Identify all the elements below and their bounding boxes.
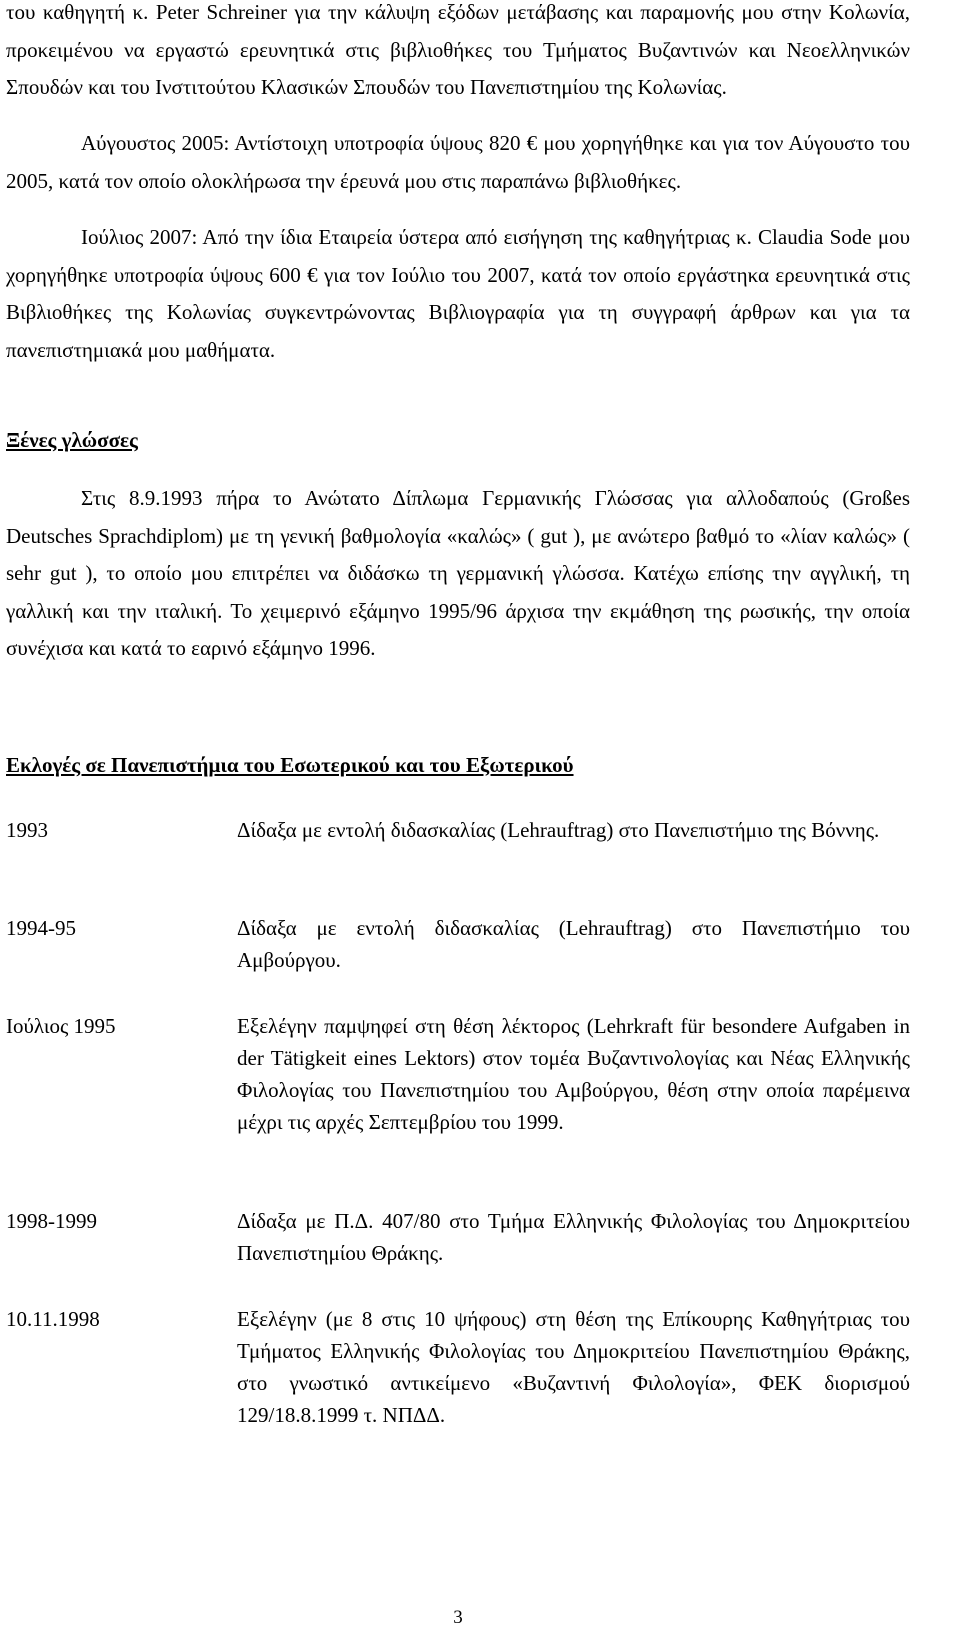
election-entry-1993: [6, 814, 910, 846]
entry-date: 1994-95: [6, 916, 76, 940]
election-entry-10-11-1998: [6, 1303, 910, 1431]
page-number: 3: [453, 1607, 463, 1628]
elections-heading: Εκλογές σε Πανεπιστήμια του Εσωτερικού και του Εξωτερικού: [6, 753, 574, 777]
entry-date: 1998-1999: [6, 1209, 97, 1233]
entry-date: 1993: [6, 818, 48, 842]
entry-description: Δίδαξα με εντολή διδασκαλίας (Lehrauftrag) στο Πανεπιστήμιο της Βόννης.: [237, 818, 880, 842]
entry-description: Εξελέγην (με 8 στις 10 ψήφους) στη θέση της Επίκουρης Καθηγήτριας του Τμήματος Ελληνικής Φιλολογίας του Δημοκριτείου Πανεπιστημίου Θράκης, στο γνωστικό αντικείμενο «Βυζαντινή Φιλολογία», ΦΕΚ διορισμού 129/18.8.1999 τ. ΝΠΔΔ.: [237, 1307, 910, 1427]
entry-description: Δίδαξα με Π.Δ. 407/80 στο Τμήμα Ελληνικής Φιλολογίας του Δημοκριτείου Πανεπιστημίου Θράκης.: [237, 1209, 910, 1265]
scholarship-paragraph-august-2005: Αύγουστος 2005: Αντίστοιχη υποτροφία ύψους 820 € μου χορηγήθηκε και για τον Αύγουστο του 2005, κατά τον οποίο ολοκλήρωσα την έρευνά μου στις παραπάνω βιβλιοθήκες.: [6, 131, 910, 193]
entry-date: Ιούλιος 1995: [6, 1014, 116, 1038]
entry-description: Εξελέγην παμψηφεί στη θέση λέκτορος (Lehrkraft für besondere Aufgaben in der Tätigkeit eines Lektors) στον τομέα Βυζαντινολογίας και Νέας Ελληνικής Φιλολογίας του Πανεπιστημίου του Αμβούργου, θέση στην οποία παρέμεινα μέχρι τις αρχές Σεπτεμβρίου του 1999.: [237, 1014, 910, 1134]
scholarship-paragraph-continued: του καθηγητή κ. Peter Schreiner για την κάλυψη εξόδων μετάβασης και παραμονής μου στην Κολωνία, προκειμένου να εργαστώ ερευνητικά στις βιβλιοθήκες του Τμήματος Βυζαντινών και Νεοελληνικών Σπουδών και του Ινστιτούτου Κλασικών Σπουδών του Πανεπιστημίου της Κολωνίας.: [6, 0, 910, 99]
election-entry-1998-1999: [6, 1205, 910, 1269]
languages-heading: Ξένες γλώσσες: [6, 428, 138, 452]
scholarship-paragraph-july-2007: Ιούλιος 2007: Από την ίδια Εταιρεία ύστερα από εισήγηση της καθηγήτριας κ. Claudia Sode μου χορηγήθηκε υποτροφία ύψους 600 € για τον Ιούλιο του 2007, κατά τον οποίο εργάστηκα ερευνητικά στις Βιβλιοθήκες της Κολωνίας συγκεντρώνοντας Βιβλιογραφία για τη συγγραφή άρθρων και για τα πανεπιστημιακά μου μαθήματα.: [6, 225, 910, 362]
election-entry-1994-95: [6, 912, 910, 976]
election-entry-july-1995: [6, 1010, 910, 1138]
entry-date: 10.11.1998: [6, 1307, 100, 1331]
languages-paragraph: Στις 8.9.1993 πήρα το Ανώτατο Δίπλωμα Γερμανικής Γλώσσας για αλλοδαπούς (Großes Deutsches Sprachdiplom) με τη γενική βαθμολογία «καλώς» ( gut ), με ανώτερο βαθμό το «λίαν καλώς» ( sehr gut ), το οποίο μου επιτρέπει να διδάσκω τη γερμανική γλώσσα. Κατέχω επίσης την αγγλική, τη γαλλική και την ιταλική. Το χειμερινό εξάμηνο 1995/96 άρχισα την εκμάθηση της ρωσικής, την οποία συνέχισα και κατά το εαρινό εξάμηνο 1996.: [6, 486, 910, 660]
entry-description: Δίδαξα με εντολή διδασκαλίας (Lehrauftrag) στο Πανεπιστήμιο του Αμβούργου.: [237, 916, 910, 972]
